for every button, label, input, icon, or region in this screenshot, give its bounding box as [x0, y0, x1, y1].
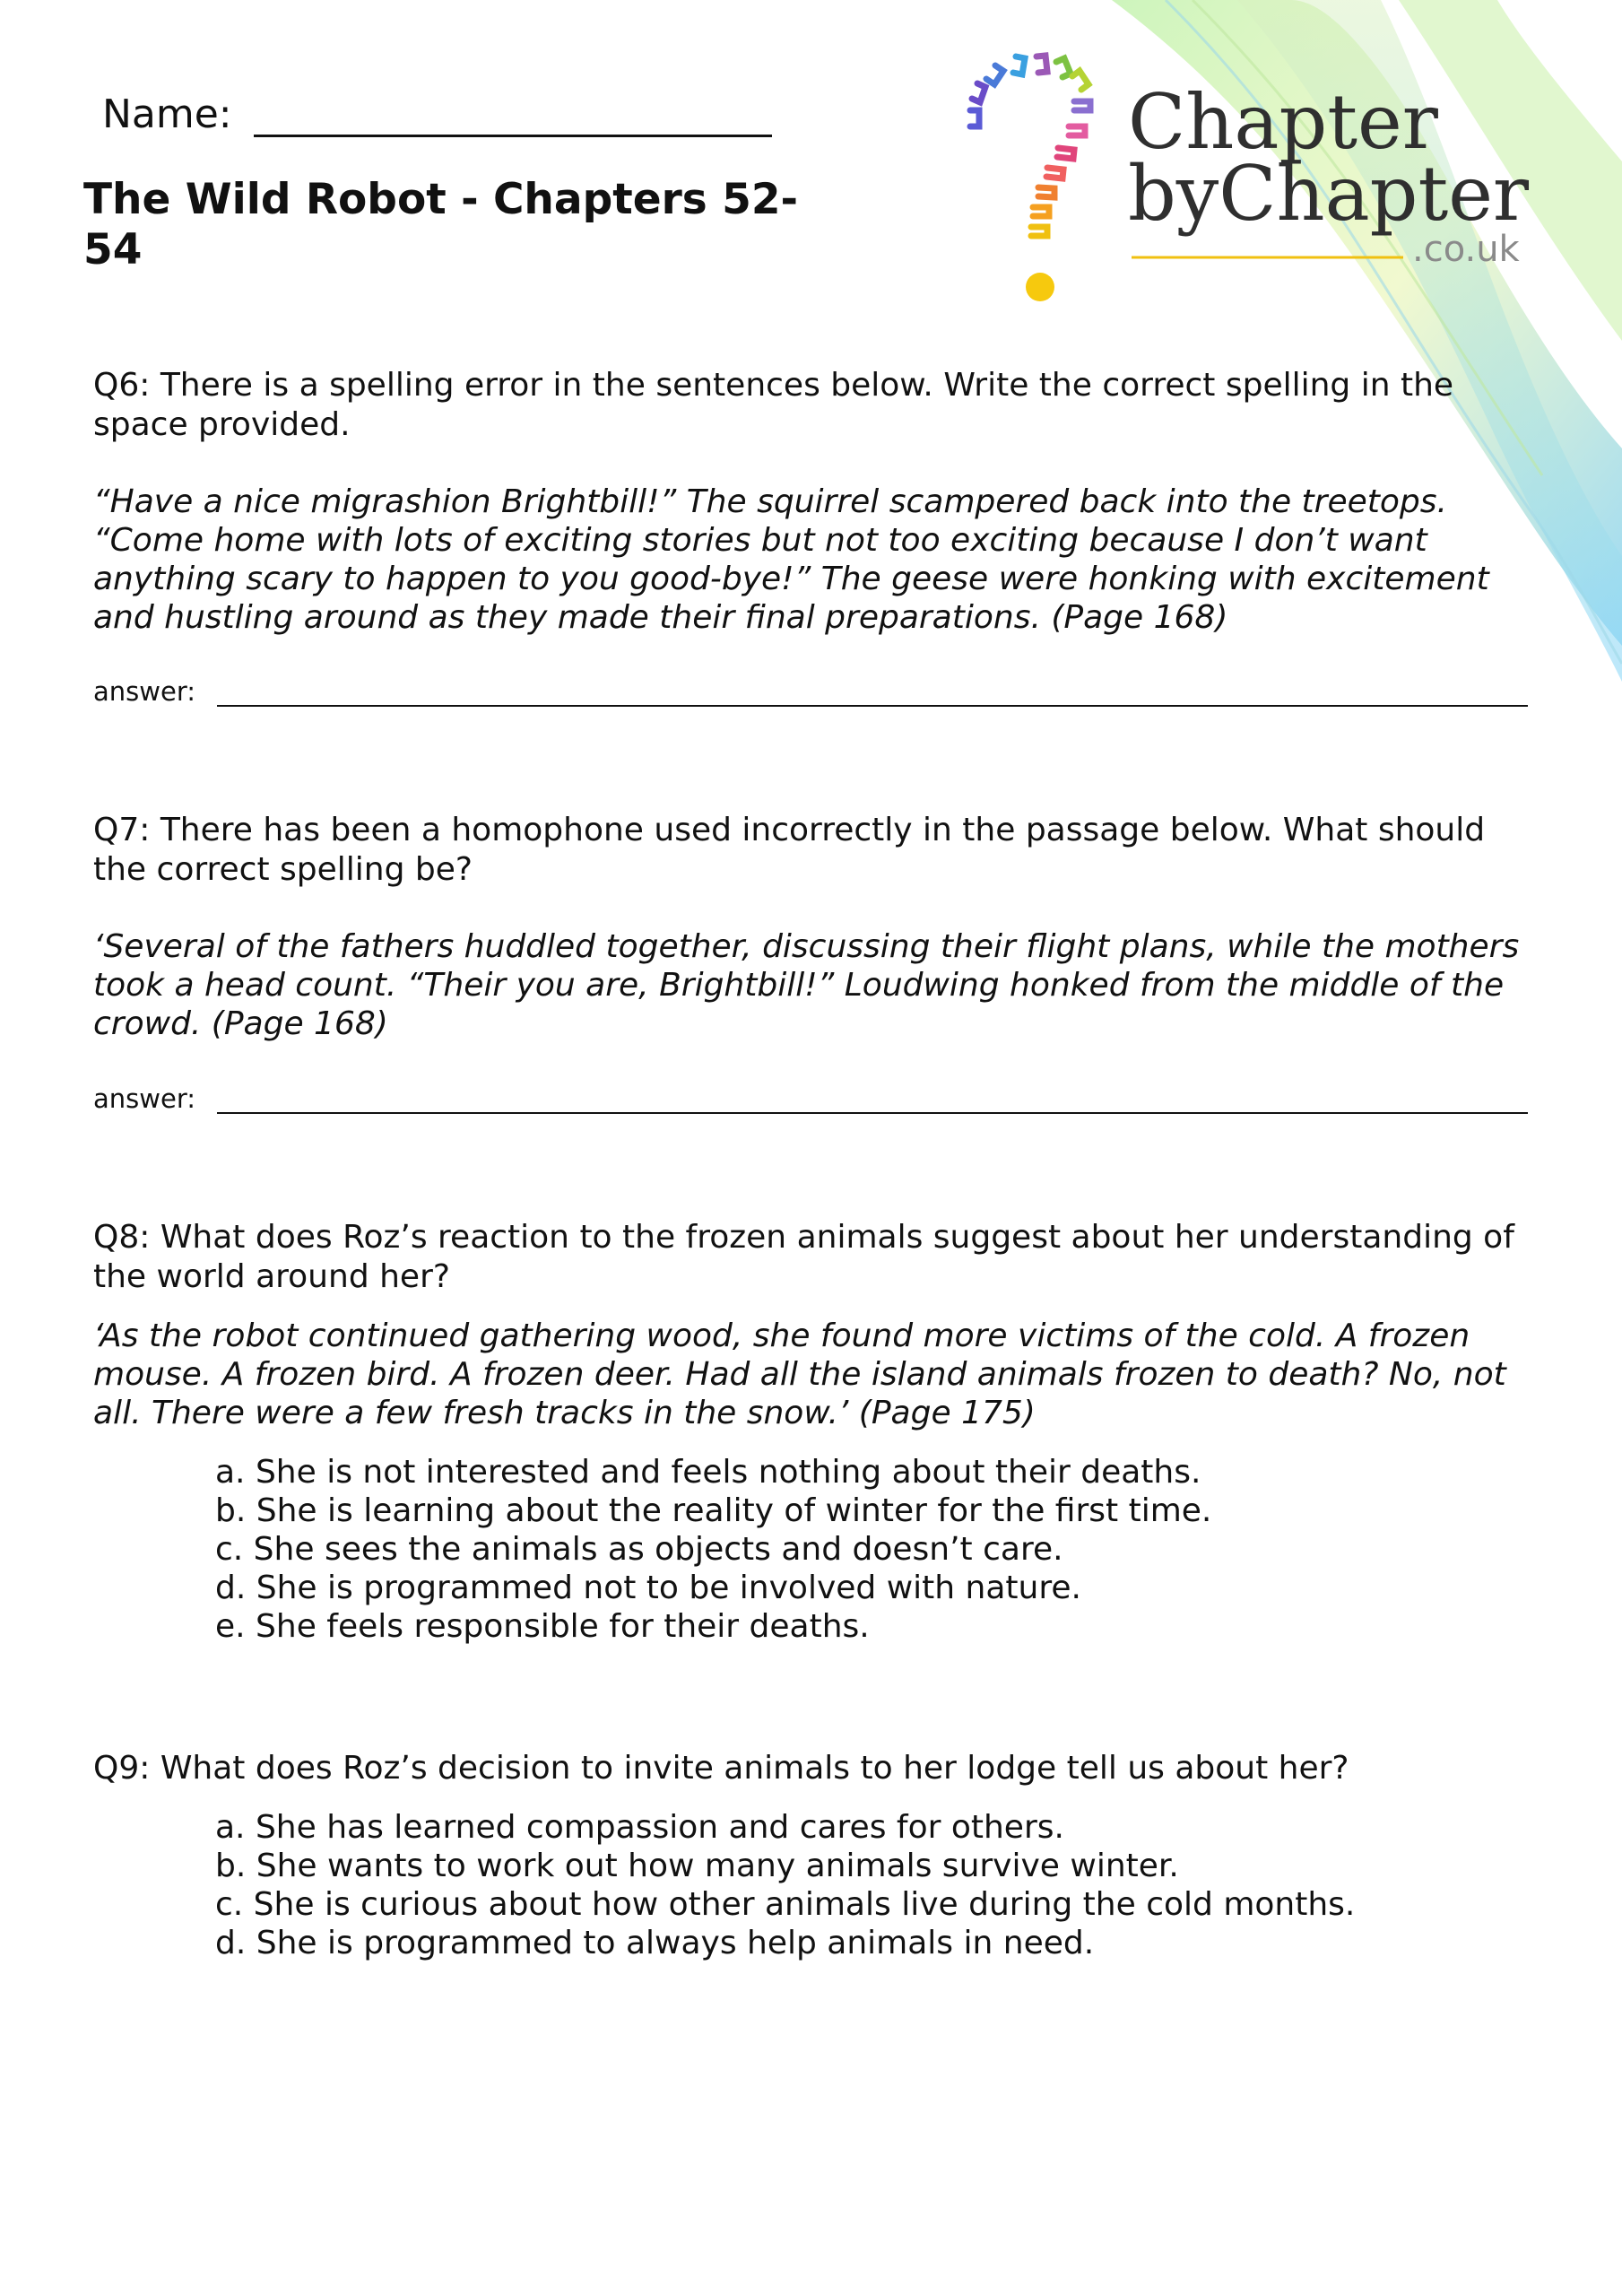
q8-option-d[interactable]: d. She is programmed not to be involved with nature.: [215, 1570, 1081, 1606]
logo-text-chapter: Chapter: [1128, 78, 1438, 166]
q6-passage: “Have a nice migrashion Brightbill!” The squirrel scampered back into the treetops. “Come home with lots of exciting stories but not too exciting because I don’t want anything scary to happen to you good-bye!” The geese were honking with excitement and hustling around as they made their final preparations. (Page 168): [93, 483, 1489, 636]
q7-passage: ‘Several of the fathers huddled together, discussing their flight plans, while the mothers took a head count. “Their you are, Brightbill!” Loudwing honked from the middle of the crowd. (Page 168): [93, 928, 1520, 1042]
worksheet-title: The Wild Robot - Chapters 52-54: [83, 175, 799, 274]
q8-prompt: Q8: What does Roz’s reaction to the frozen animals suggest about her understanding of the world around her?: [93, 1219, 1514, 1295]
book-arc-icon: [970, 56, 1090, 236]
q9-prompt: Q9: What does Roz’s decision to invite animals to her lodge tell us about her?: [93, 1750, 1349, 1787]
name-field-row: [102, 90, 772, 137]
q8-option-c[interactable]: c. She sees the animals as objects and doesn’t care.: [215, 1531, 1063, 1568]
q7-prompt: Q7: There has been a homophone used incorrectly in the passage below. What should the correct spelling be?: [93, 812, 1486, 888]
q9-option-d[interactable]: d. She is programmed to always help animals in need.: [215, 1925, 1095, 1961]
q6-answer-line[interactable]: [217, 678, 1528, 707]
q8-options: [215, 1453, 1211, 1646]
q9-option-b[interactable]: b. She wants to work out how many animals survive winter.: [215, 1848, 1179, 1884]
q6-answer-row: [93, 676, 1528, 707]
q8-passage: ‘As the robot continued gathering wood, she found more victims of the cold. A frozen mouse. A frozen bird. A frozen deer. Had all the island animals frozen to death? No, not all. There were a few fresh tracks in the snow.’ (Page 175): [93, 1318, 1506, 1431]
q8-option-e[interactable]: e. She feels responsible for their deaths.: [215, 1608, 870, 1645]
name-input-line[interactable]: [254, 90, 772, 137]
logo-text-bychapter: byChapter: [1128, 150, 1530, 238]
logo-text-domain: .co.uk: [1412, 229, 1520, 270]
logo-dot-icon: [1026, 273, 1054, 301]
q8-option-b[interactable]: b. She is learning about the reality of winter for the first time.: [215, 1492, 1212, 1529]
q6-answer-label: answer:: [93, 676, 196, 707]
q9-option-c[interactable]: c. She is curious about how other animals live during the cold months.: [215, 1886, 1356, 1923]
chapter-by-chapter-logo: [959, 49, 1551, 318]
q6-prompt: Q6: There is a spelling error in the sentences below. Write the correct spelling in the space provided.: [93, 367, 1454, 443]
name-label: Name:: [102, 91, 232, 137]
q9-options: [215, 1808, 1355, 1962]
q7-answer-row: [93, 1083, 1528, 1114]
q7-answer-label: answer:: [93, 1083, 196, 1114]
q8-option-a[interactable]: a. She is not interested and feels nothing about their deaths.: [215, 1454, 1201, 1491]
q7-answer-line[interactable]: [217, 1085, 1528, 1114]
q9-option-a[interactable]: a. She has learned compassion and cares for others.: [215, 1809, 1064, 1846]
